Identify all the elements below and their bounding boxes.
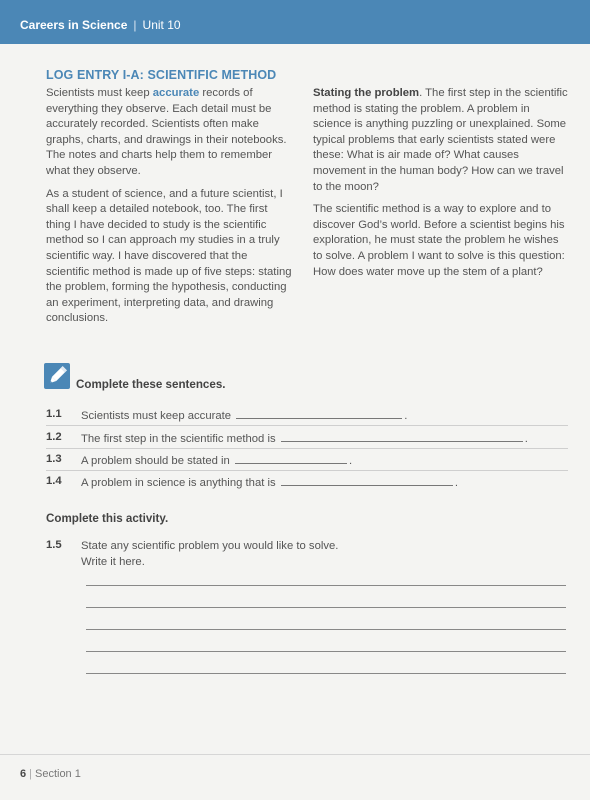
question-1-4-text: A problem in science is anything that is xyxy=(81,477,276,489)
pencil-icon xyxy=(44,363,70,389)
complete-activity-heading: Complete this activity. xyxy=(46,512,169,525)
answer-blank-1-3[interactable] xyxy=(235,453,347,464)
footer-rule xyxy=(0,754,590,755)
answer-write-line[interactable] xyxy=(86,607,566,608)
footer xyxy=(20,768,81,780)
question-1-2-end: . xyxy=(524,433,528,445)
question-1-4-end: . xyxy=(454,477,458,489)
header-bar xyxy=(0,0,590,44)
question-number-1-2: 1.2 xyxy=(46,431,62,443)
question-1-4 xyxy=(81,475,458,489)
course-title: Careers in Science xyxy=(20,18,128,32)
unit-label: Unit 10 xyxy=(142,18,181,32)
left-column xyxy=(46,86,292,334)
right-paragraph-1 xyxy=(313,86,569,195)
complete-sentences-heading: Complete these sentences. xyxy=(76,378,226,391)
question-1-3 xyxy=(81,453,352,467)
right-column xyxy=(313,86,569,287)
question-1-2-text: The first step in the scientific method is xyxy=(81,433,276,445)
question-number-1-1: 1.1 xyxy=(46,408,62,420)
question-1-2 xyxy=(81,431,528,445)
question-number-1-3: 1.3 xyxy=(46,453,62,465)
question-divider xyxy=(46,448,568,449)
right-p1-rest: . The first step in the scientific method is stating the problem. A problem in science is anything puzzling or unexplained. Some typical problems that early scientists stated were these: What is air made of? What causes movement in the human body? How can we travel to the moon? xyxy=(313,87,568,193)
left-paragraph-1 xyxy=(46,86,292,180)
question-1-1-end: . xyxy=(404,410,408,422)
answer-blank-1-2[interactable] xyxy=(281,431,523,442)
answer-write-line[interactable] xyxy=(86,585,566,586)
question-number-1-4: 1.4 xyxy=(46,475,62,487)
section-label: Section 1 xyxy=(34,768,81,780)
question-1-3-end: . xyxy=(348,455,353,467)
left-p1-before: Scientists must keep xyxy=(46,87,153,99)
answer-blank-1-4[interactable] xyxy=(281,475,453,486)
activity-prompt xyxy=(81,539,381,570)
answer-write-line[interactable] xyxy=(86,673,566,674)
answer-write-line[interactable] xyxy=(86,629,566,630)
log-entry-title: LOG ENTRY I-A: SCIENTIFIC METHOD xyxy=(46,68,277,82)
left-p1-after: records of everything they observe. Each detail must be accurately recorded. Scientists often make graphs, charts, and drawings in their notebooks. The notes and charts help them to remember what they observe. xyxy=(46,87,287,177)
question-divider xyxy=(46,425,568,426)
answer-blank-1-1[interactable] xyxy=(236,408,402,419)
stating-problem-lead: Stating the problem xyxy=(313,87,420,99)
question-1-1 xyxy=(81,408,407,422)
right-paragraph-2: The scientific method is a way to explore and to discover God’s world. Before a scientist begins his exploration, he must state the problem he wishes to solve. A problem I want to solve is this question: How does water move up the stem of a plant? xyxy=(313,203,565,278)
accurate-keyword: accurate xyxy=(152,87,200,99)
page-number: 6 xyxy=(20,768,27,780)
activity-number: 1.5 xyxy=(46,539,62,551)
answer-write-line[interactable] xyxy=(86,651,566,652)
question-1-1-text: Scientists must keep accurate xyxy=(81,410,232,422)
question-divider xyxy=(46,470,568,471)
left-paragraph-2: As a student of science, and a future scientist, I shall keep a detailed notebook, too. The first thing I have decided to study is the scientific method so I can approach my studies in a truly scientific way. I have discovered that the scientific method is made up of five steps: stating the problem, forming the hypothesis, conducting an experiment, interpreting data, and drawing conclusions. xyxy=(46,187,292,325)
question-1-3-text: A problem should be stated in xyxy=(81,455,230,467)
header-separator: | xyxy=(133,18,137,32)
activity-line-1: State any scientific problem you would like to solve. xyxy=(81,540,339,552)
activity-line-2: Write it here. xyxy=(81,555,145,568)
footer-separator: | xyxy=(29,768,32,780)
